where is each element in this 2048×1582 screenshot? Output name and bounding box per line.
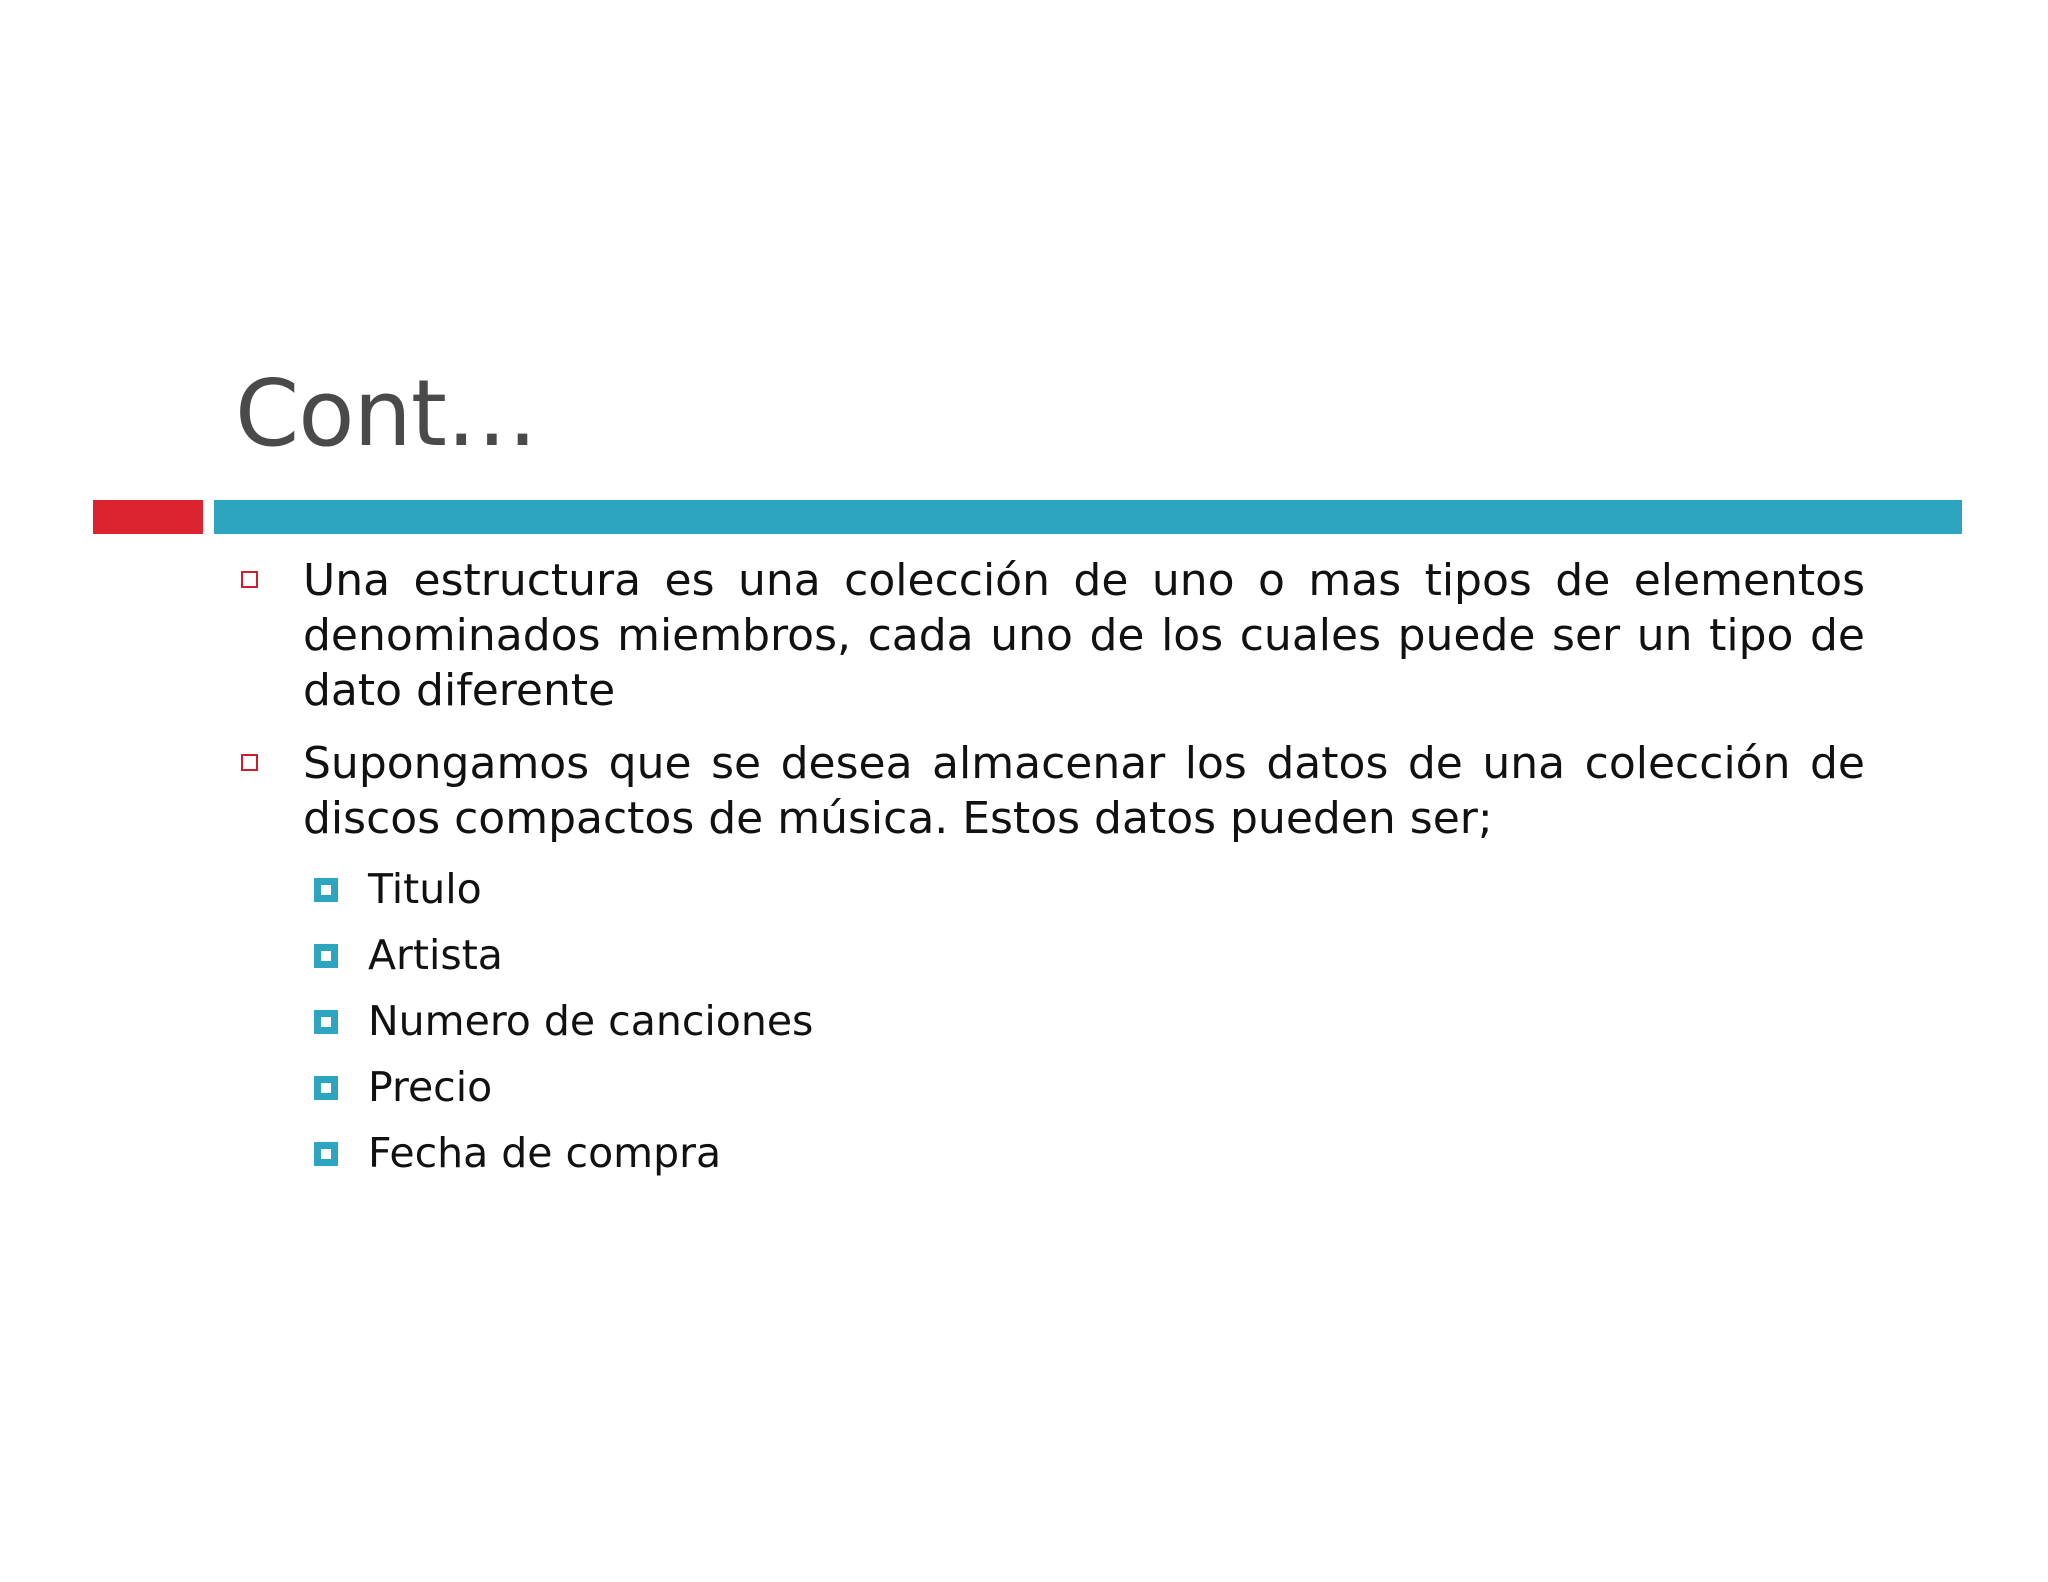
sub-bullet-list [312,856,813,1186]
filled-square-icon [314,878,338,902]
sub-bullet-text: Precio [368,1063,493,1111]
bullet-list [240,553,1865,864]
bullet-item [240,553,1865,718]
sub-bullet-text: Titulo [368,865,482,913]
bullet-text: Una estructura es una colección de uno o mas tipos de elementos denominados miembros, cada uno de los cuales puede ser un tipo de dato diferente [303,555,1865,716]
sub-bullet-item [312,922,813,988]
bullet-text: Supongamos que se desea almacenar los datos de una colección de discos compactos de música. Estos datos pueden ser; [303,738,1865,844]
hollow-square-icon [241,571,258,588]
filled-square-icon [314,1076,338,1100]
bullet-item [240,736,1865,846]
filled-square-icon [314,1142,338,1166]
filled-square-icon [314,1010,338,1034]
slide-title: Cont… [235,360,537,467]
title-underline-blue-bar [214,500,1962,534]
sub-bullet-text: Artista [368,931,503,979]
sub-bullet-item [312,856,813,922]
sub-bullet-item [312,1054,813,1120]
filled-square-icon [314,944,338,968]
sub-bullet-item [312,988,813,1054]
sub-bullet-text: Fecha de compra [368,1129,722,1177]
hollow-square-icon [241,754,258,771]
title-underline-red-bar [93,500,203,534]
sub-bullet-text: Numero de canciones [368,997,814,1045]
sub-bullet-item [312,1120,813,1186]
